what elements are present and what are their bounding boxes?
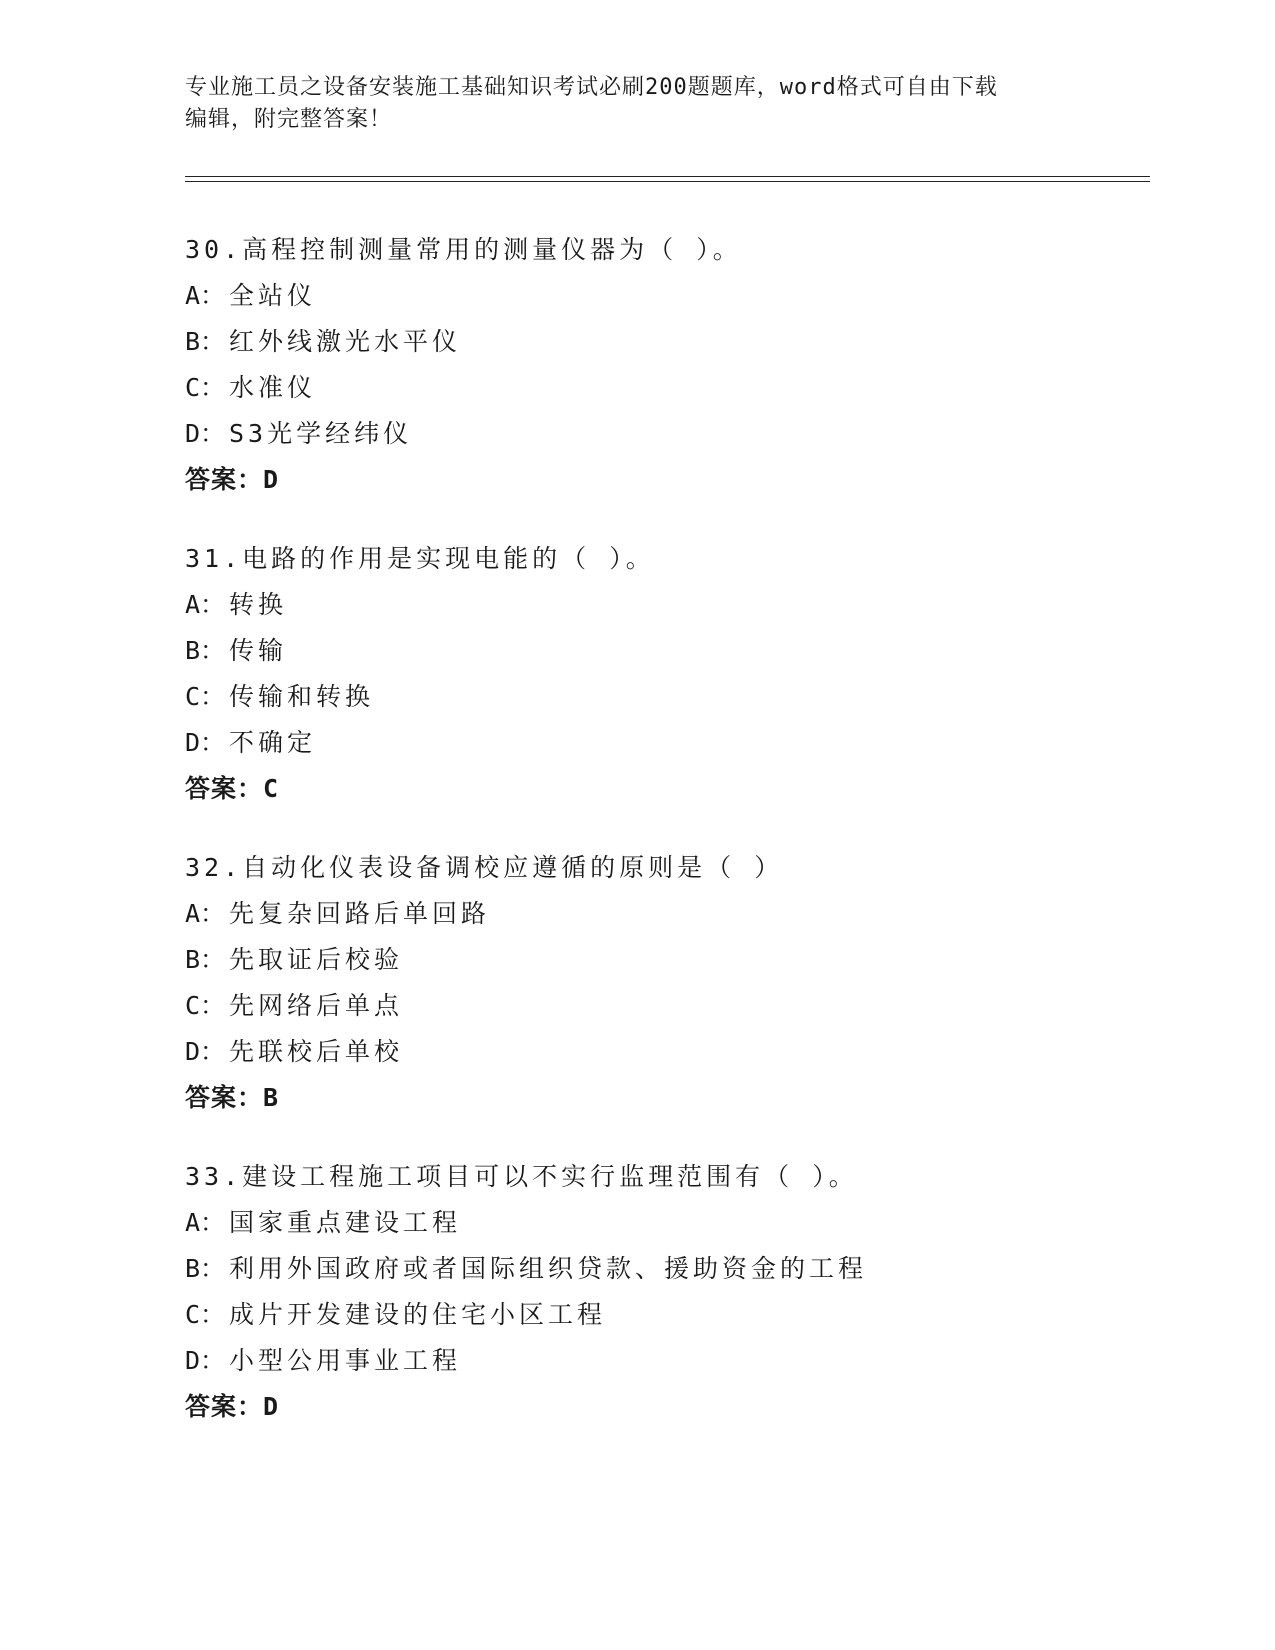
- question-stem: 32.自动化仪表设备调校应遵循的原则是（ ）: [185, 853, 784, 882]
- header-line-2: 编辑，附完整答案！: [185, 107, 393, 132]
- option-text: 国家重点建设工程: [229, 1208, 462, 1237]
- option-letter: C：: [185, 682, 226, 711]
- option-letter: D：: [185, 419, 226, 448]
- option-letter: A：: [185, 590, 226, 619]
- header-divider-top: [185, 176, 1150, 177]
- option-b: [185, 937, 1145, 983]
- answer-label: 答案：C: [185, 774, 280, 803]
- option-text: 传输和转换: [229, 682, 375, 711]
- option-letter: D：: [185, 1346, 226, 1375]
- option-b: [185, 628, 1145, 674]
- option-a: [185, 273, 1145, 319]
- option-text: 传输: [229, 636, 288, 665]
- option-text: 红外线激光水平仪: [229, 327, 462, 356]
- option-letter: C：: [185, 373, 226, 402]
- answer-label: 答案：B: [185, 1083, 280, 1112]
- option-text: 转换: [229, 590, 288, 619]
- option-letter: A：: [185, 899, 226, 928]
- option-text: 小型公用事业工程: [229, 1346, 462, 1375]
- option-letter: C：: [185, 991, 226, 1020]
- question-block: [185, 1154, 1145, 1430]
- option-c: [185, 365, 1145, 411]
- question-block: [185, 227, 1145, 503]
- option-d: [185, 411, 1145, 457]
- question-block: [185, 536, 1145, 812]
- option-letter: B：: [185, 1254, 226, 1283]
- option-letter: B：: [185, 636, 226, 665]
- option-c: [185, 674, 1145, 720]
- option-c: [185, 983, 1145, 1029]
- option-a: [185, 582, 1145, 628]
- option-text: 成片开发建设的住宅小区工程: [229, 1300, 607, 1329]
- option-letter: A：: [185, 281, 226, 310]
- answer-label: 答案：D: [185, 465, 280, 494]
- header-line-1: 专业施工员之设备安装施工基础知识考试必刷200题题库，word格式可自由下载: [185, 75, 998, 100]
- option-text: 水准仪: [229, 373, 317, 402]
- question-stem: 30.高程控制测量常用的测量仪器为（ ）。: [185, 235, 742, 264]
- option-text: 利用外国政府或者国际组织贷款、援助资金的工程: [229, 1254, 868, 1283]
- option-text: 不确定: [229, 728, 317, 757]
- question-stem: 33.建设工程施工项目可以不实行监理范围有（ ）。: [185, 1162, 858, 1191]
- option-text: 全站仪: [229, 281, 317, 310]
- option-letter: D：: [185, 1037, 226, 1066]
- option-letter: B：: [185, 945, 226, 974]
- option-b: [185, 1246, 1145, 1292]
- option-d: [185, 720, 1145, 766]
- header-divider-bottom: [185, 181, 1150, 182]
- option-letter: A：: [185, 1208, 226, 1237]
- question-block: [185, 845, 1145, 1121]
- option-text: S3光学经纬仪: [229, 419, 413, 448]
- option-text: 先取证后校验: [229, 945, 404, 974]
- question-stem: 31.电路的作用是实现电能的（ ）。: [185, 544, 655, 573]
- option-b: [185, 319, 1145, 365]
- option-d: [185, 1029, 1145, 1075]
- option-text: 先网络后单点: [229, 991, 404, 1020]
- option-letter: D：: [185, 728, 226, 757]
- option-text: 先复杂回路后单回路: [229, 899, 491, 928]
- option-a: [185, 1200, 1145, 1246]
- option-letter: B：: [185, 327, 226, 356]
- option-c: [185, 1292, 1145, 1338]
- option-a: [185, 891, 1145, 937]
- option-text: 先联校后单校: [229, 1037, 404, 1066]
- answer-label: 答案：D: [185, 1392, 280, 1421]
- option-letter: C：: [185, 1300, 226, 1329]
- option-d: [185, 1338, 1145, 1384]
- document-header: [185, 72, 1065, 136]
